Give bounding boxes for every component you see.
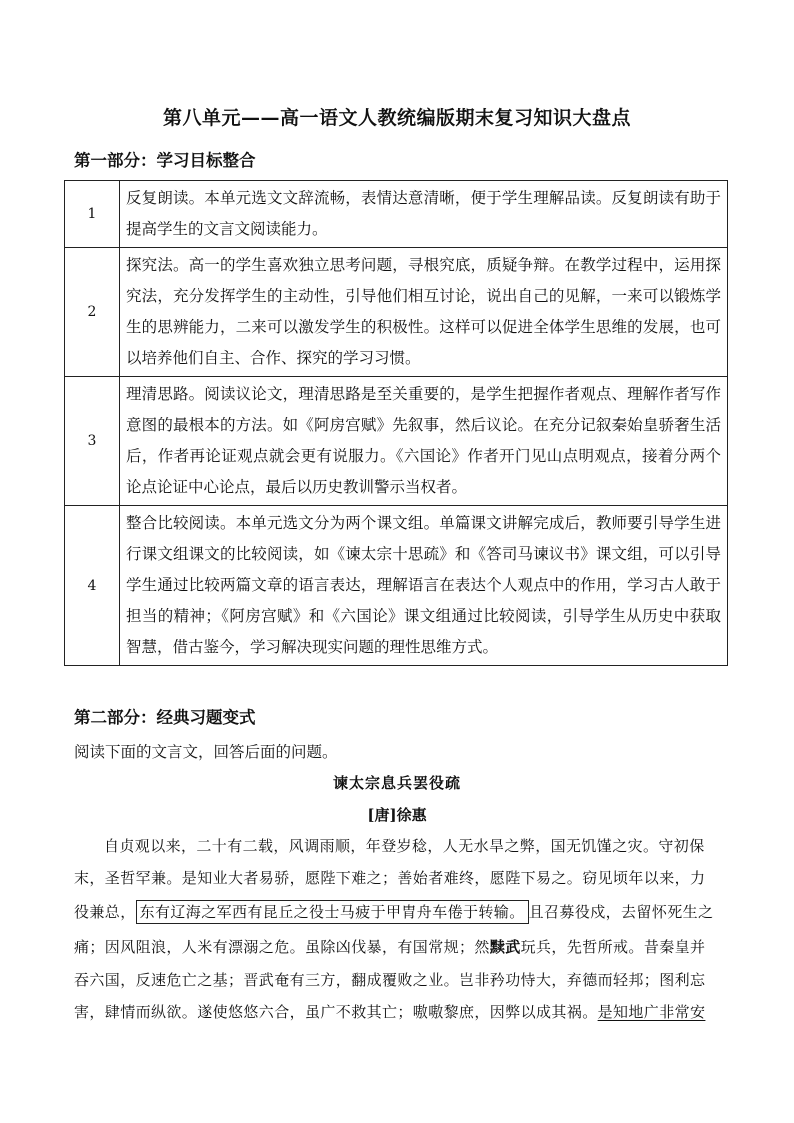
row-number: 1 — [65, 181, 120, 248]
goals-table — [64, 180, 728, 666]
table-row — [65, 377, 728, 506]
passage-text: 役兼总， — [74, 903, 136, 921]
row-text: 探究法。高一的学生喜欢独立思考问题，寻根究底，质疑争辩。在教学过程中，运用探究法，充分发挥学生的主动性，引导他们相互讨论，说出自己的见解，一来可以锻炼学生的思辨能力，二来可以激发学生的积极性。这样可以促进全体学生思维的发展，也可以培养他们自主、合作、探究的学习习惯。 — [120, 248, 728, 377]
row-text: 理清思路。阅读议论文，理清思路是至关重要的，是学生把握作者观点、理解作者写作意图的最根本的方法。如《阿房宫赋》先叙事，然后议论。在充分记叙秦始皇骄奢生活后，作者再论证观点就会更有说服力。《六国论》作者开门见山点明观点，接着分两个论点论证中心论点，最后以历史教训警示当权者。 — [120, 377, 728, 506]
section-1-heading: 第一部分：学习目标整合 — [74, 151, 256, 170]
bold-phrase: 黩武 — [489, 938, 521, 956]
passage-line — [74, 1001, 724, 1022]
passage-author: [唐]徐惠 — [367, 806, 427, 824]
page-title: 第八单元——高一语文人教统编版期末复习知识大盘点 — [162, 107, 631, 129]
passage-text: 且召募役戍，去留怀死生之 — [528, 903, 714, 921]
passage-line: 末，圣哲罕兼。是知业大者易骄，愿陛下难之；善始者难终，愿陛下易之。窃见顷年以来，力 — [74, 869, 706, 887]
table-row — [65, 181, 728, 248]
passage-line — [74, 901, 724, 922]
section-2-heading: 第二部分：经典习题变式 — [74, 708, 256, 727]
passage-text: 玩兵，先哲所戒。昔秦皇并 — [520, 938, 706, 956]
passage-title: 谏太宗息兵罢役疏 — [332, 774, 461, 792]
row-number: 3 — [65, 377, 120, 506]
row-number: 2 — [65, 248, 120, 377]
passage-text: 痛；因风阻浪，人米有漂溺之危。虽除凶伐暴，有国常规；然 — [74, 938, 490, 956]
passage-line: 吞六国，反速危亡之基；晋武奄有三方，翻成覆败之业。岂非矜功恃大，弃德而轻邦；图利忘 — [74, 971, 706, 989]
boxed-sentence: 东有辽海之军西有昆丘之役士马疲于甲胄舟车倦于转输。 — [136, 900, 529, 924]
instruction-text: 阅读下面的文言文，回答后面的问题。 — [74, 743, 338, 761]
passage-line: 自贞观以来，二十有二载，风调雨顺，年登岁稔，人无水旱之弊，国无饥馑之灾。守初保 — [104, 837, 705, 855]
passage-text: 害，肆情而纵欲。遂使悠悠六合，虽广不救其亡；嗷嗷黎庶，因弊以成其祸。 — [74, 1003, 598, 1021]
row-text: 反复朗读。本单元选文文辞流畅，表情达意清晰，便于学生理解品读。反复朗读有助于提高学生的文言文阅读能力。 — [120, 181, 728, 248]
passage-line — [74, 936, 724, 957]
table-row — [65, 248, 728, 377]
row-number: 4 — [65, 506, 120, 666]
table-row — [65, 506, 728, 666]
underlined-sentence: 是知地广非常安 — [597, 1003, 706, 1021]
row-text: 整合比较阅读。本单元选文分为两个课文组。单篇课文讲解完成后，教师要引导学生进行课文组课文的比较阅读，如《谏太宗十思疏》和《答司马谏议书》课文组，可以引导学生通过比较两篇文章的语言表达，理解语言在表达个人观点中的作用，学习古人敢于担当的精神；《阿房宫赋》和《六国论》课文组通过比较阅读，引导学生从历史中获取智慧，借古鉴今，学习解决现实问题的理性思维方式。 — [120, 506, 728, 666]
